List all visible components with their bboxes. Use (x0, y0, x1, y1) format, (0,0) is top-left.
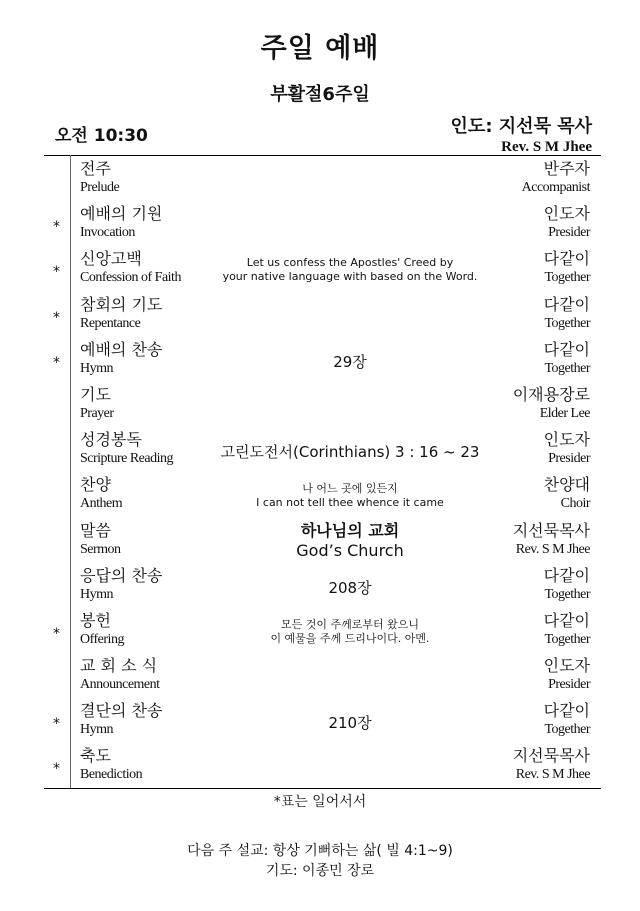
worship-item (0, 157, 640, 202)
leader-block (451, 112, 592, 156)
item-title (80, 385, 114, 423)
standing-mark: * (53, 219, 60, 236)
item-role-english: Presider (548, 451, 590, 467)
item-title-english: Prayer (80, 405, 114, 421)
item-role-korean: 다같이 (543, 294, 590, 314)
worship-item (0, 247, 640, 292)
item-title-english: Hymn (80, 360, 113, 376)
item-role-korean: 지선묵목사 (512, 746, 590, 766)
item-title-korean: 찬양 (80, 475, 111, 495)
item-title-korean: 응답의 찬송 (80, 565, 163, 585)
standing-note: *표는 일어서서 (273, 794, 367, 810)
worship-item (0, 428, 640, 473)
item-title-english: Invocation (80, 225, 135, 241)
item-role-korean: 지선묵목사 (512, 520, 590, 540)
worship-item (0, 338, 640, 383)
item-role-english: Together (544, 722, 590, 738)
top-rule (44, 155, 601, 156)
item-detail (200, 256, 500, 284)
sermon-title-english: God’s Church (296, 540, 404, 560)
worship-item (0, 564, 640, 609)
item-role (522, 159, 590, 197)
item-role-english: Presider (548, 225, 590, 241)
item-role-english: Rev. S M Jhee (515, 541, 590, 557)
item-title-english: Announcement (80, 677, 160, 693)
item-title-english: Offering (80, 631, 124, 647)
item-role (544, 430, 590, 468)
item-role-english: Together (544, 360, 590, 376)
standing-mark: * (53, 625, 60, 642)
item-role-korean: 찬양대 (543, 475, 590, 495)
item-title-korean: 성경봉독 (80, 430, 142, 450)
item-detail-line-1: Let us confess the Apostles' Creed by (246, 256, 454, 270)
item-title-korean: 신앙고백 (80, 249, 142, 269)
item-role-korean: 이재용장로 (512, 384, 590, 404)
item-title-english: Confession of Faith (80, 270, 181, 286)
worship-item (0, 699, 640, 744)
worship-item (0, 744, 640, 789)
item-role-english: Together (544, 631, 590, 647)
item-detail-line-2: your native language with based on the Word. (222, 270, 478, 284)
item-title-english: Prelude (80, 180, 120, 195)
item-title-korean: 축도 (80, 746, 111, 766)
item-detail-line-1: 모든 것이 주께로부터 왔으니 (280, 617, 419, 631)
item-role (544, 611, 590, 649)
item-title-korean: 참회의 기도 (80, 294, 163, 314)
standing-mark: * (53, 761, 60, 778)
item-role (544, 340, 590, 378)
item-detail: 29장 (333, 352, 367, 371)
item-role-korean: 반주자 (543, 159, 590, 178)
item-role-korean: 인도자 (543, 204, 590, 224)
item-role-english: Accompanist (521, 180, 590, 195)
standing-mark: * (53, 309, 60, 326)
next-prayer: 기도: 이종민 장로 (265, 863, 375, 879)
item-title-korean: 봉헌 (80, 610, 111, 630)
item-detail-line-1: 나 어느 곳에 있든지 (302, 482, 398, 496)
item-title-korean: 말씀 (80, 520, 111, 540)
item-role (513, 521, 590, 559)
leader-english: Rev. S M Jhee (501, 139, 592, 155)
item-title-english: Repentance (80, 315, 141, 331)
item-role (544, 204, 590, 242)
item-role-english: Elder Lee (539, 405, 590, 421)
item-detail (200, 618, 500, 646)
item-role (544, 566, 590, 604)
item-role (544, 295, 590, 333)
item-role-korean: 다같이 (543, 610, 590, 630)
item-title-korean: 전주 (80, 159, 111, 178)
item-title-korean: 결단의 찬송 (80, 701, 163, 721)
service-time: 오전 10:30 (55, 126, 148, 146)
item-role-korean: 인도자 (543, 430, 590, 450)
order-of-worship (0, 157, 640, 790)
worship-item (0, 654, 640, 699)
item-role (544, 701, 590, 739)
next-sermon: 다음 주 설교: 항상 기뻐하는 삶( 빌 4:1~9) (187, 843, 453, 859)
item-role-korean: 다같이 (543, 249, 590, 269)
item-title (80, 521, 121, 559)
item-title (80, 701, 162, 739)
item-title (80, 611, 124, 649)
worship-item (0, 202, 640, 247)
worship-item (0, 519, 640, 564)
item-role (513, 746, 590, 784)
next-week-info (0, 841, 640, 881)
item-title (80, 295, 162, 333)
item-title-english: Benediction (80, 767, 143, 783)
standing-mark: * (53, 264, 60, 281)
worship-item (0, 383, 640, 428)
item-role-english: Rev. S M Jhee (515, 767, 590, 783)
item-title (80, 430, 173, 468)
item-title-english: Sermon (80, 541, 121, 557)
item-detail: 210장 (328, 714, 372, 733)
item-detail-line-2: I can not tell thee whence it came (256, 496, 444, 510)
item-title-korean: 예배의 찬송 (80, 339, 163, 359)
item-role-english: Choir (560, 496, 590, 512)
item-title (80, 566, 162, 604)
item-title-korean: 기도 (80, 384, 111, 404)
worship-item (0, 473, 640, 518)
worship-item (0, 293, 640, 338)
item-role (544, 656, 590, 694)
item-role (544, 475, 590, 513)
item-title-english: Hymn (80, 722, 113, 738)
item-title-english: Anthem (80, 496, 123, 512)
item-title-korean: 예배의 기원 (80, 204, 163, 224)
item-title (80, 656, 160, 694)
item-detail-line-2: 이 예물을 주께 드리나이다. 아멘. (270, 631, 430, 645)
item-title (80, 340, 162, 378)
page-subtitle: 부활절6주일 (270, 84, 370, 105)
item-title-english: Hymn (80, 586, 113, 602)
item-title-korean: 교 회 소 식 (80, 656, 158, 676)
item-title (80, 475, 122, 513)
item-role-korean: 다같이 (543, 339, 590, 359)
item-title (80, 249, 181, 287)
item-role (513, 385, 590, 423)
worship-item (0, 609, 640, 654)
item-role-english: Together (544, 586, 590, 602)
bottom-rule (44, 788, 601, 789)
item-title (80, 204, 162, 242)
item-title-english: Scripture Reading (80, 451, 173, 467)
item-title (80, 159, 119, 197)
page-title: 주일 예배 (260, 33, 380, 64)
item-detail (200, 521, 500, 561)
leader-korean: 인도: 지선묵 목사 (450, 116, 592, 137)
standing-mark: * (53, 716, 60, 733)
item-role (544, 249, 590, 287)
item-role-korean: 다같이 (543, 701, 590, 721)
item-role-korean: 인도자 (543, 656, 590, 676)
item-role-english: Presider (548, 677, 590, 693)
item-role-english: Together (544, 315, 590, 331)
item-detail: 고린도전서(Corinthians) 3 : 16 ~ 23 (220, 443, 480, 462)
sermon-title-korean: 하나님의 교회 (300, 520, 400, 540)
item-role-english: Together (544, 270, 590, 286)
item-role-korean: 다같이 (543, 565, 590, 585)
item-detail (200, 482, 500, 510)
item-detail: 208장 (328, 578, 372, 597)
standing-mark: * (53, 354, 60, 371)
item-title (80, 746, 142, 784)
